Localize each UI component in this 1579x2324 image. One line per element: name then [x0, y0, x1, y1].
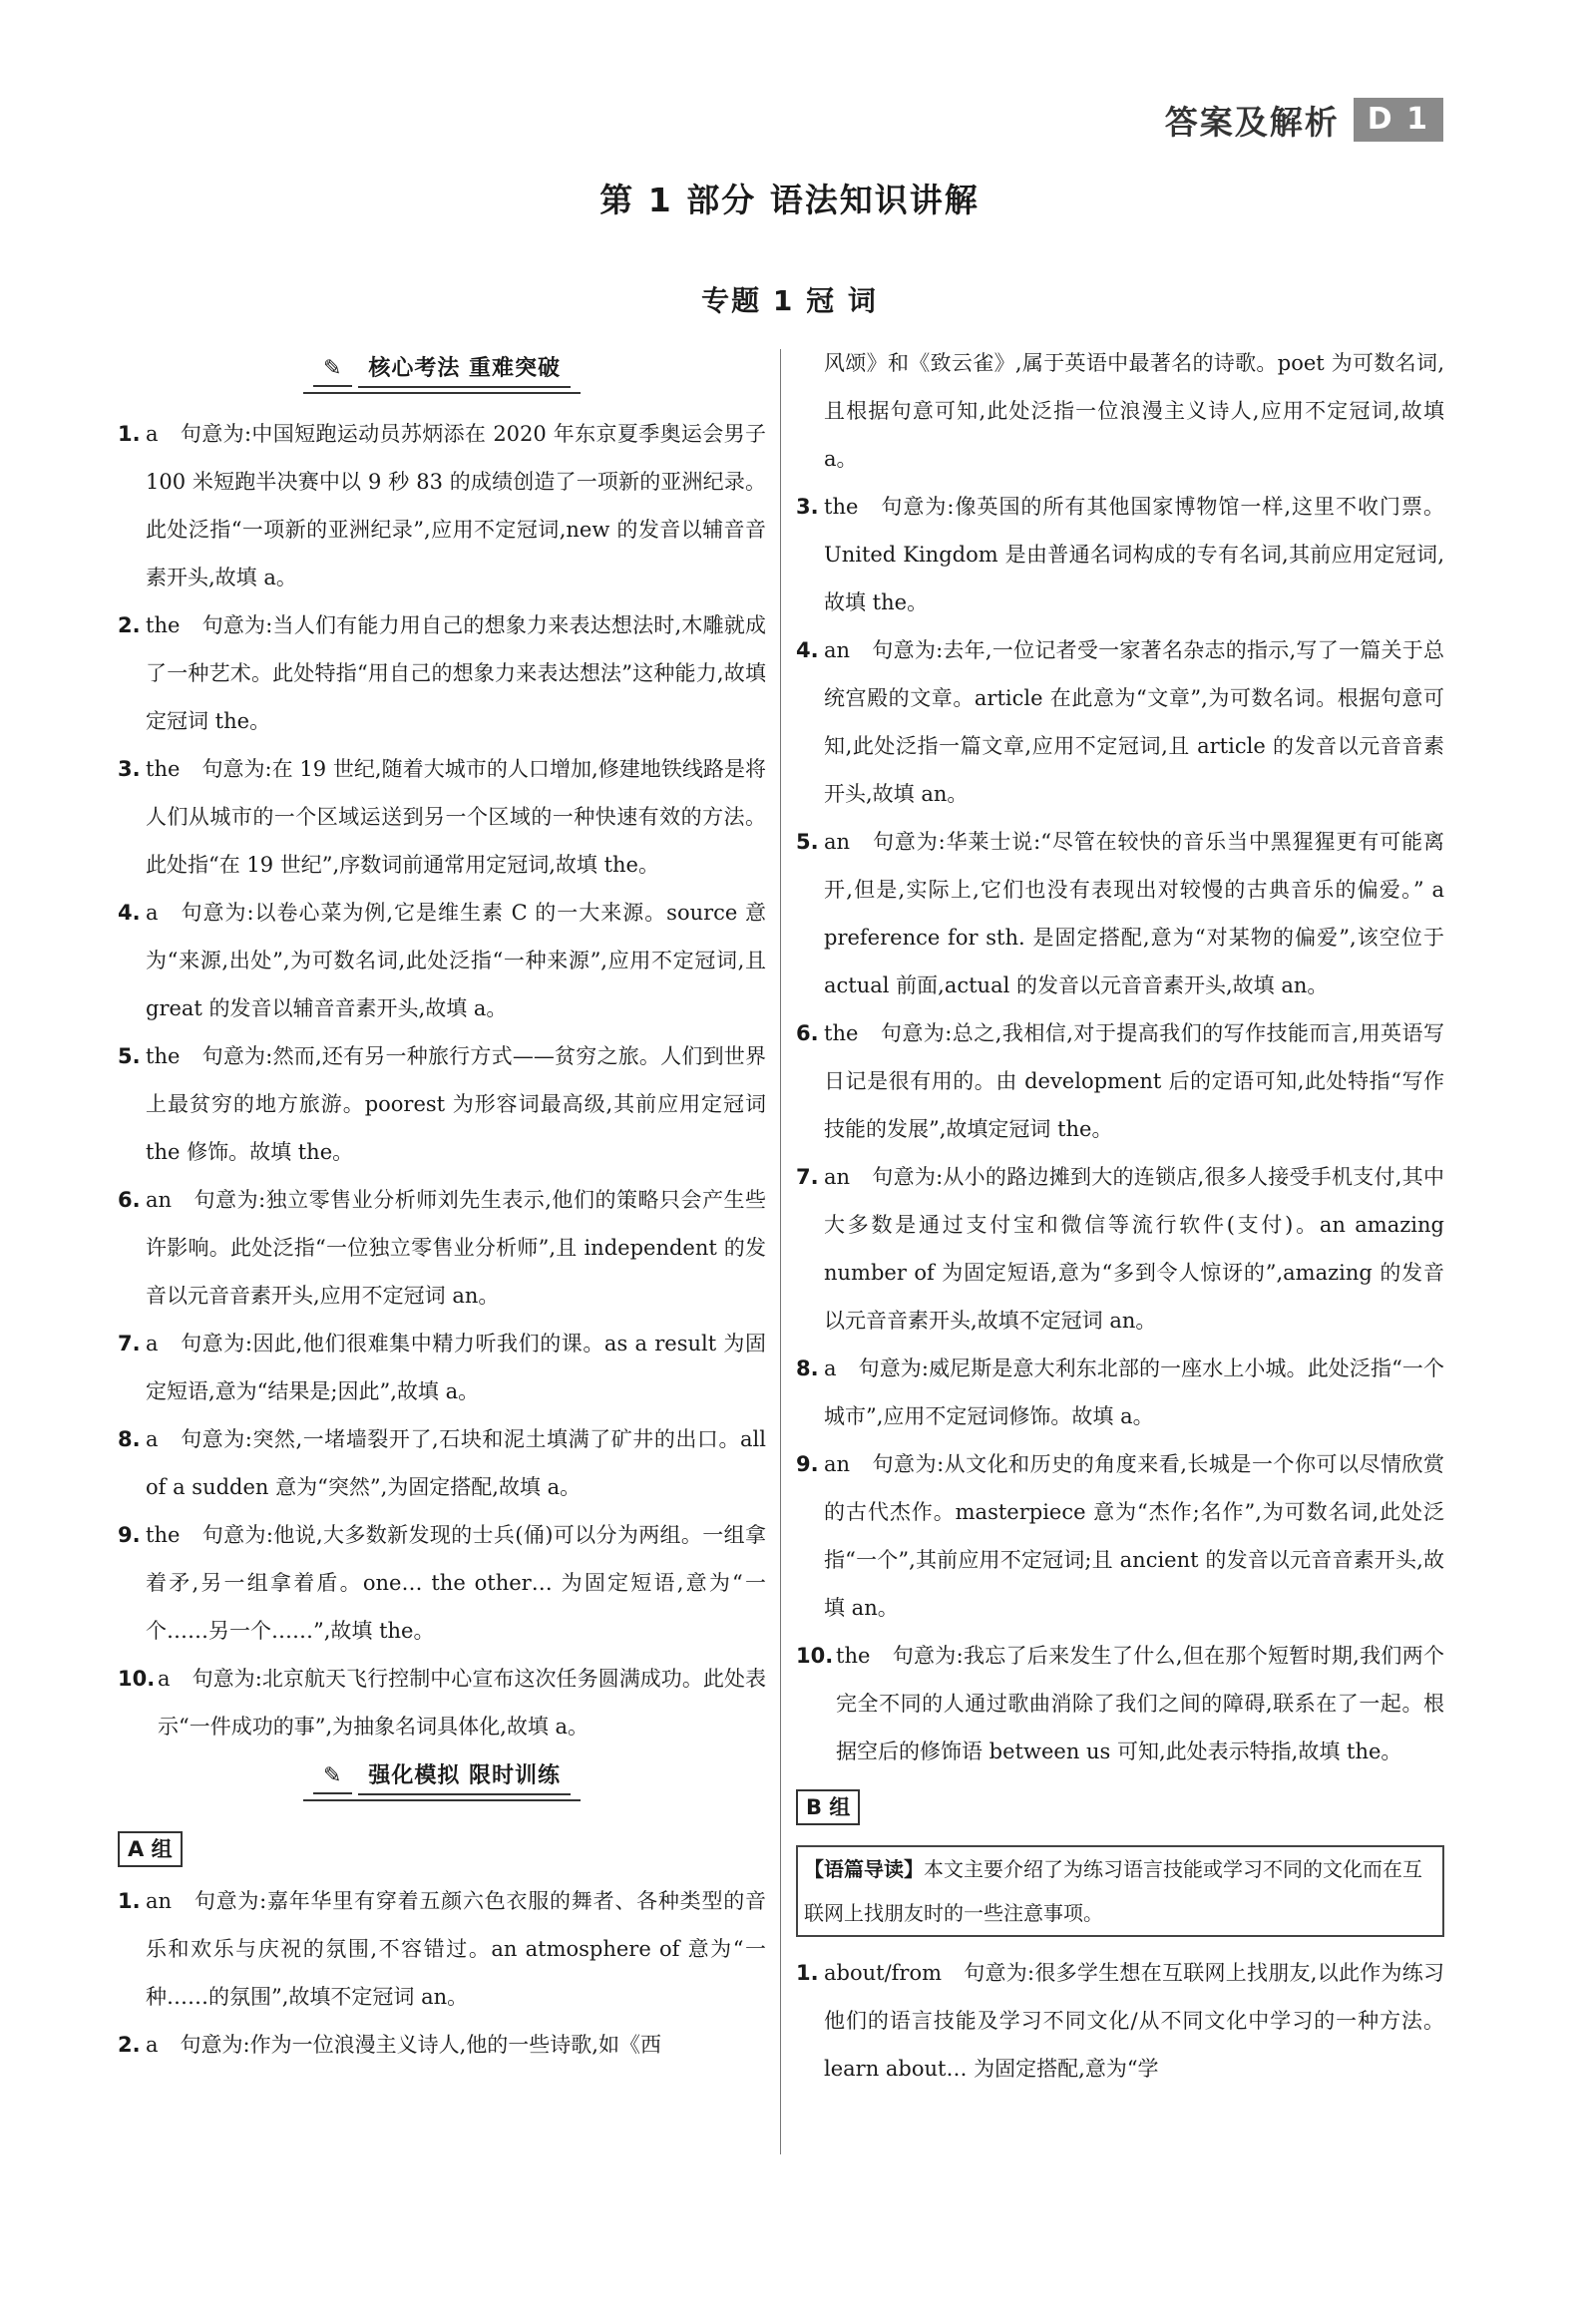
answer-item [118, 889, 766, 1032]
answer-item [796, 1632, 1444, 1775]
answer-explanation: 句意为:以卷心菜为例,它是维生素 C 的一大来源。source 意为“来源,出处”,为可数名词,此处泛指“一种来源”,应用不定冠词,且 great 的发音以辅音音素开头,故填 a。 [146, 901, 766, 1020]
group-b-answer-list [796, 1949, 1444, 2093]
answer-explanation: 句意为:他说,大多数新发现的士兵(俑)可以分为两组。一组拿着矛,另一组拿着盾。one… the other… 为固定短语,意为“一个……另一个……”,故填 the。 [146, 1523, 766, 1643]
answer-value: a [146, 901, 159, 925]
answer-explanation: 句意为:总之,我相信,对于提高我们的写作技能而言,用英语写日记是很有用的。由 development 后的定语可知,此处特指“写作技能的发展”,故填定冠词 the。 [824, 1021, 1444, 1141]
answer-item [118, 601, 766, 745]
answer-number: 2. [118, 613, 141, 637]
answer-value: an [146, 1889, 173, 1913]
answer-value: an [824, 1452, 851, 1476]
answer-explanation: 句意为:我忘了后来发生了什么,但在那个短暂时期,我们两个完全不同的人通过歌曲消除了我们之间的障碍,联系在了一起。根据空后的修饰语 between us 可知,此处表示特指,故填 the。 [836, 1644, 1444, 1763]
passage-intro-text: 本文主要介绍了为练习语言技能或学习不同的文化而在互联网上找朋友时的一些注意事项。 [804, 1857, 1422, 1925]
answer-value: the [836, 1644, 871, 1668]
answer-item [796, 1153, 1444, 1345]
answer-explanation: 句意为:嘉年华里有穿着五颜六色衣服的舞者、各种类型的音乐和欢乐与庆祝的氛围,不容错过。an atmosphere of 意为“一种……的氛围”,故填不定冠词 an。 [146, 1889, 766, 2009]
answer-number: 6. [796, 1021, 819, 1045]
group-a-label: A 组 [118, 1831, 183, 1867]
answer-item [796, 1345, 1444, 1440]
answer-item [118, 1032, 766, 1176]
answer-item [118, 410, 766, 601]
answer-item [118, 1877, 766, 2021]
answer-value: a [146, 1427, 159, 1451]
answer-value: a [824, 1356, 837, 1380]
answer-value: an [824, 638, 851, 662]
answer-number: 6. [118, 1188, 141, 1212]
answer-item [796, 1009, 1444, 1153]
answer-number: 7. [796, 1165, 819, 1189]
answer-explanation: 句意为:像英国的所有其他国家博物馆一样,这里不收门票。United Kingdom 是由普通名词构成的专有名词,其前应用定冠词,故填 the。 [824, 495, 1444, 614]
answer-item [118, 1415, 766, 1511]
passage-intro-label: 【语篇导读】 [804, 1857, 924, 1881]
header-title: 答案及解析 [1164, 102, 1340, 142]
answer-explanation: 句意为:从小的路边摊到大的连锁店,很多人接受手机支付,其中大多数是通过支付宝和微信等流行软件(支付)。an amazing number of 为固定短语,意为“多到令人惊讶的”,amazing 的发音以元音音素开头,故填不定冠词 an。 [824, 1165, 1444, 1333]
answer-number: 8. [118, 1427, 141, 1451]
answer-item [118, 1655, 766, 1750]
answer-number: 5. [118, 1044, 141, 1068]
answer-value: the [146, 613, 181, 637]
answer-number: 5. [796, 830, 819, 854]
answer-value: a [146, 422, 159, 446]
answer-number: 10. [118, 1667, 156, 1691]
answer-number: 3. [796, 495, 819, 519]
answer-explanation: 句意为:去年,一位记者受一家著名杂志的指示,写了一篇关于总统宫殿的文章。article 在此意为“文章”,为可数名词。根据句意可知,此处泛指一篇文章,应用不定冠词,且 article 的发音以元音音素开头,故填 an。 [824, 638, 1444, 806]
answer-item [796, 483, 1444, 626]
answer-explanation: 句意为:在 19 世纪,随着大城市的人口增加,修建地铁线路是将人们从城市的一个区域运送到另一个区域的一种快速有效的方法。此处指“在 19 世纪”,序数词前通常用定冠词,故填 the。 [146, 757, 766, 877]
answer-number: 3. [118, 757, 141, 781]
answer-item [118, 1176, 766, 1320]
answer-number: 1. [118, 422, 141, 446]
answer-number: 7. [118, 1332, 141, 1356]
answer-explanation: 句意为:华莱士说:“尽管在较快的音乐当中黑猩猩更有可能离开,但是,实际上,它们也没有表现出对较慢的古典音乐的偏爱。” a preference for sth. 是固定搭配,意为“对某物的偏爱”,该空位于 actual 前面,actual 的发音以元音音素开头,故填 an。 [824, 830, 1444, 997]
answer-value: about/from [824, 1961, 943, 1985]
answer-item [118, 2021, 766, 2069]
right-column [796, 339, 1444, 2093]
answer-value: a [158, 1667, 171, 1691]
answer-number: 8. [796, 1356, 819, 1380]
section-title: 核心考法 重难突破 [358, 351, 571, 388]
answer-value: the [146, 757, 181, 781]
answer-item [118, 1511, 766, 1655]
answer-value: an [146, 1188, 173, 1212]
group-a-answer-list-continued [796, 483, 1444, 1775]
answer-explanation: 句意为:作为一位浪漫主义诗人,他的一些诗歌,如《西 [180, 2033, 661, 2057]
answer-explanation: 句意为:当人们有能力用自己的想象力来表达想法时,木雕就成了一种艺术。此处特指“用自己的想象力来表达想法”这种能力,故填定冠词 the。 [146, 613, 766, 733]
answer-explanation: 句意为:威尼斯是意大利东北部的一座水上小城。此处泛指“一个城市”,应用不定冠词修饰。故填 a。 [824, 1356, 1444, 1428]
pen-icon: ✎ [313, 356, 352, 387]
answer-item [796, 1949, 1444, 2093]
answer-value: the [824, 495, 859, 519]
left-column [118, 339, 766, 2069]
answer-explanation: 句意为:中国短跑运动员苏炳添在 2020 年东京夏季奥运会男子 100 米短跑半决赛中以 9 秒 83 的成绩创造了一项新的亚洲纪录。此处泛指“一项新的亚洲纪录”,应用不定冠词,new 的发音以辅音音素开头,故填 a。 [146, 422, 766, 589]
answer-item [118, 1320, 766, 1415]
answer-number: 4. [796, 638, 819, 662]
topic-title: 专题 1 冠 词 [701, 284, 878, 317]
pen-icon: ✎ [313, 1763, 352, 1794]
section-heading-core [118, 351, 766, 394]
passage-intro [796, 1845, 1444, 1937]
answer-item [796, 818, 1444, 1009]
answer-number: 1. [796, 1961, 819, 1985]
answer-number: 10. [796, 1644, 834, 1668]
answer-value: a [146, 2033, 159, 2057]
answer-value: an [824, 830, 851, 854]
page-header [1165, 98, 1443, 142]
page-badge: D 1 [1354, 98, 1443, 142]
section-heading-practice [118, 1758, 766, 1801]
answer-value: a [146, 1332, 159, 1356]
answer-explanation: 句意为:因此,他们很难集中精力听我们的课。as a result 为固定短语,意为“结果是;因此”,故填 a。 [146, 1332, 766, 1403]
answer-number: 4. [118, 901, 141, 925]
answer-explanation: 句意为:北京航天飞行控制中心宣布这次任务圆满成功。此处表示“一件成功的事”,为抽象名词具体化,故填 a。 [158, 1667, 766, 1739]
column-divider [780, 349, 781, 2154]
answer-value: the [146, 1044, 181, 1068]
part-title: 第 1 部分 语法知识讲解 [599, 181, 980, 219]
answer-item [796, 1440, 1444, 1632]
answer-explanation: 句意为:突然,一堵墙裂开了,石块和泥土填满了矿井的出口。all of a sudden 意为“突然”,为固定搭配,故填 a。 [146, 1427, 766, 1499]
core-answer-list [118, 410, 766, 1750]
answer-explanation: 句意为:很多学生想在互联网上找朋友,以此作为练习他们的语言技能及学习不同文化/从不同文化中学习的一种方法。learn about… 为固定搭配,意为“学 [824, 1961, 1444, 2081]
answer-number: 9. [796, 1452, 819, 1476]
answer-explanation: 句意为:独立零售业分析师刘先生表示,他们的策略只会产生些许影响。此处泛指“一位独立零售业分析师”,且 independent 的发音以元音音素开头,应用不定冠词 an。 [146, 1188, 766, 1308]
group-b-label: B 组 [796, 1789, 860, 1825]
answer-explanation: 句意为:然而,还有另一种旅行方式——贫穷之旅。人们到世界上最贫穷的地方旅游。poorest 为形容词最高级,其前应用定冠词 the 修饰。故填 the。 [146, 1044, 766, 1164]
answer-number: 9. [118, 1523, 141, 1547]
answer-number: 2. [118, 2033, 141, 2057]
answer-value: an [824, 1165, 851, 1189]
answer-explanation: 句意为:从文化和历史的角度来看,长城是一个你可以尽情欣赏的古代杰作。masterpiece 意为“杰作;名作”,为可数名词,此处泛指“一个”,其前应用不定冠词;且 ancient 的发音以元音音素开头,故填 an。 [824, 1452, 1444, 1620]
answer-value: the [146, 1523, 181, 1547]
answer-item [796, 626, 1444, 818]
answer-number: 1. [118, 1889, 141, 1913]
answer-value: the [824, 1021, 859, 1045]
answer-item [118, 745, 766, 889]
section-title: 强化模拟 限时训练 [358, 1758, 571, 1795]
group-a-answer-list [118, 1877, 766, 2069]
continued-paragraph: 风颂》和《致云雀》,属于英语中最著名的诗歌。poet 为可数名词,且根据句意可知,此处泛指一位浪漫主义诗人,应用不定冠词,故填 a。 [824, 351, 1444, 471]
